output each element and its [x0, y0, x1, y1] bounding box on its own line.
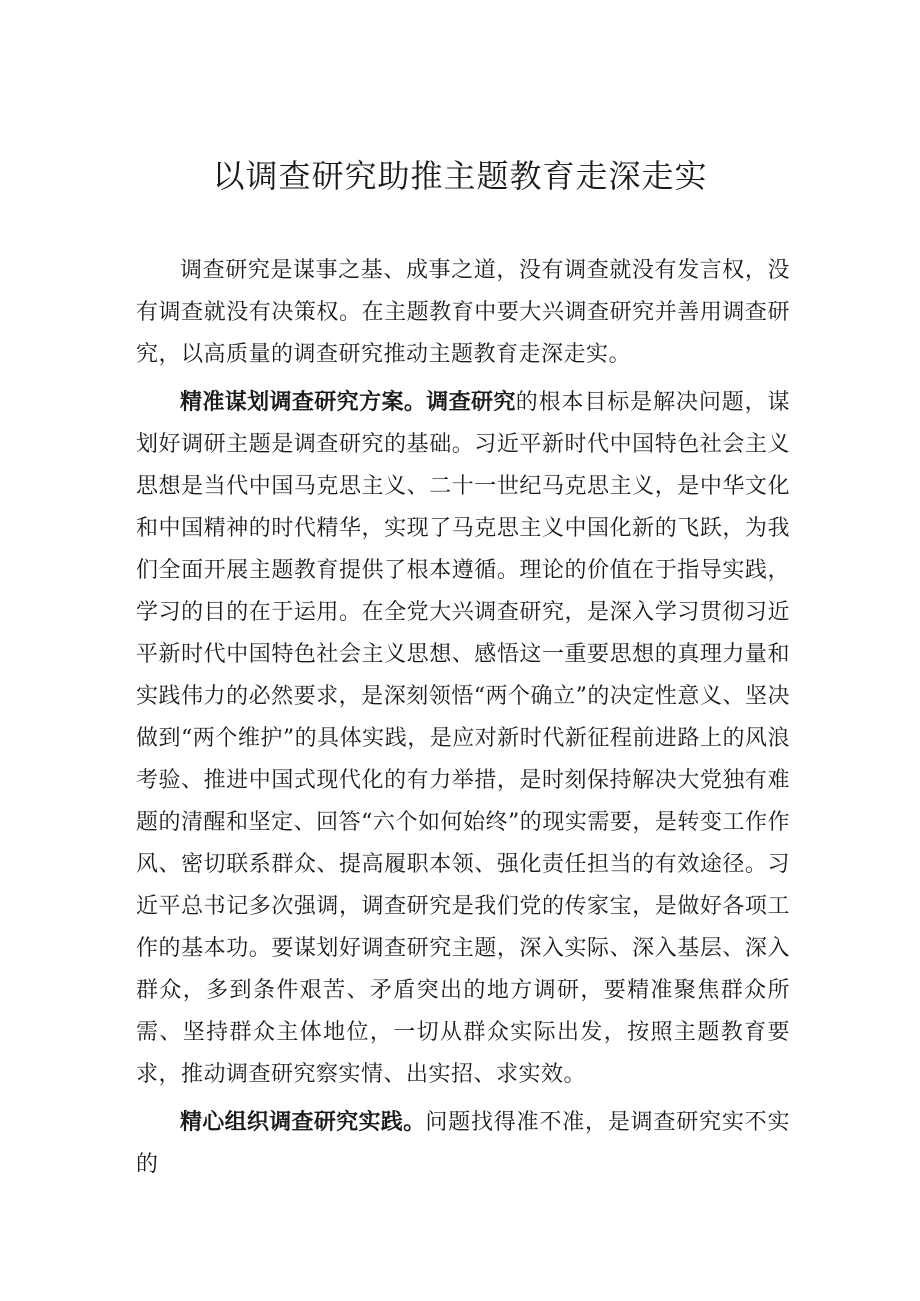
paragraph-section-2	[136, 1102, 790, 1186]
paragraph-lead-heading: 精准谋划调查研究方案。调查研究	[180, 390, 516, 415]
paragraph-lead-heading: 精心组织调查研究实践。	[180, 1110, 426, 1135]
paragraph-intro	[136, 250, 790, 376]
document-body	[136, 250, 790, 1186]
document-title: 以调查研究助推主题教育走深走实	[212, 157, 708, 195]
paragraph-text: 的根本目标是解决问题，谋划好调研主题是调查研究的基础。习近平新时代中国特色社会主义思想是当代中国马克思主义、二十一世纪马克思主义，是中华文化和中国精神的时代精华，实现了马克思主义中国化新的飞跃，为我们全面开展主题教育提供了根本遵循。理论的价值在于指导实践，学习的目的在于运用。在全党大兴调查研究，是深入学习贯彻习近平新时代中国特色社会主义思想、感悟这一重要思想的真理力量和实践伟力的必然要求，是深刻领悟“两个确立”的决定性意义、坚决做到“两个维护”的具体实践，是应对新时代新征程前进路上的风浪考验、推进中国式现代化的有力举措，是时刻保持解决大党独有难题的清醒和坚定、回答“六个如何始终”的现实需要，是转变工作作风、密切联系群众、提高履职本领、强化责任担当的有效途径。习近平总书记多次强调，调查研究是我们党的传家宝，是做好各项工作的基本功。要谋划好调查研究主题，深入实际、深入基层、深入群众，多到条件艰苦、矛盾突出的地方调研，要精准聚焦群众所需、坚持群众主体地位，一切从群众实际出发，按照主题教育要求，推动调查研究察实情、出实招、求实效。	[136, 390, 790, 1087]
paragraph-text: 问题找得准不准，是调查研究实不实的	[136, 1110, 790, 1177]
paragraph-section-1	[136, 382, 790, 1096]
paragraph-text: 调查研究是谋事之基、成事之道，没有调查就没有发言权，没有调查就没有决策权。在主题教育中要大兴调查研究并善用调查研究，以高质量的调查研究推动主题教育走深走实。	[136, 258, 790, 367]
